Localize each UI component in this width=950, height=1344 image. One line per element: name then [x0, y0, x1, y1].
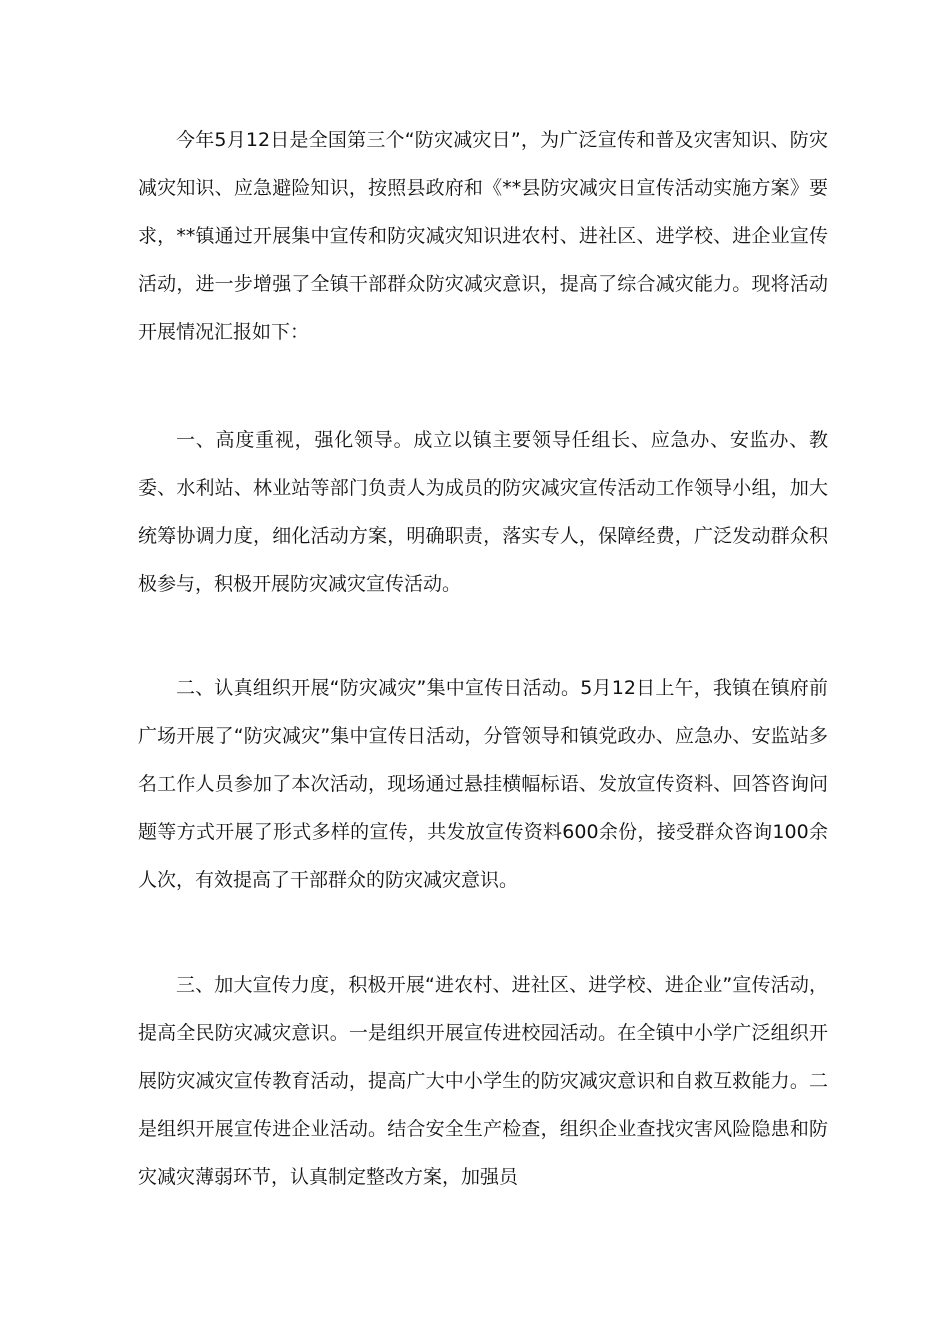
- paragraph-intro: 今年5月12日是全国第三个“防灾减灾日”，为广泛宣传和普及灾害知识、防灾减灾知识、应急避险知识，按照县政府和《**县防灾减灾日宣传活动实施方案》要求，**镇通过开展集中宣传和防灾减灾知识进农村、进社区、进学校、进企业宣传活动，进一步增强了全镇干部群众防灾减灾意识，提高了综合减灾能力。现将活动开展情况汇报如下：: [138, 129, 828, 343]
- paragraph-section-3: 三、加大宣传力度，积极开展“进农村、进社区、进学校、进企业”宣传活动，提高全民防灾减灾意识。一是组织开展宣传进校园活动。在全镇中小学广泛组织开展防灾减灾宣传教育活动，提高广大中小学生的防灾减灾意识和自救互救能力。二是组织开展宣传进企业活动。结合安全生产检查，组织企业查找灾害风险隐患和防灾减灾薄弱环节，认真制定整改方案，加强员: [138, 974, 828, 1188]
- paragraph-section-2: 二、认真组织开展“防灾减灾”集中宣传日活动。5月12日上午，我镇在镇府前广场开展了“防灾减灾”集中宣传日活动，分管领导和镇党政办、应急办、安监站多名工作人员参加了本次活动，现场通过悬挂横幅标语、发放宣传资料、回答咨询问题等方式开展了形式多样的宣传，共发放宣传资料600余份，接受群众咨询100余人次，有效提高了干部群众的防灾减灾意识。: [138, 677, 828, 891]
- paragraph-section-1: 一、高度重视，强化领导。成立以镇主要领导任组长、应急办、安监办、教委、水利站、林业站等部门负责人为成员的防灾减灾宣传活动工作领导小组，加大统筹协调力度，细化活动方案，明确职责，落实专人，保障经费，广泛发动群众积极参与，积极开展防灾减灾宣传活动。: [138, 429, 828, 595]
